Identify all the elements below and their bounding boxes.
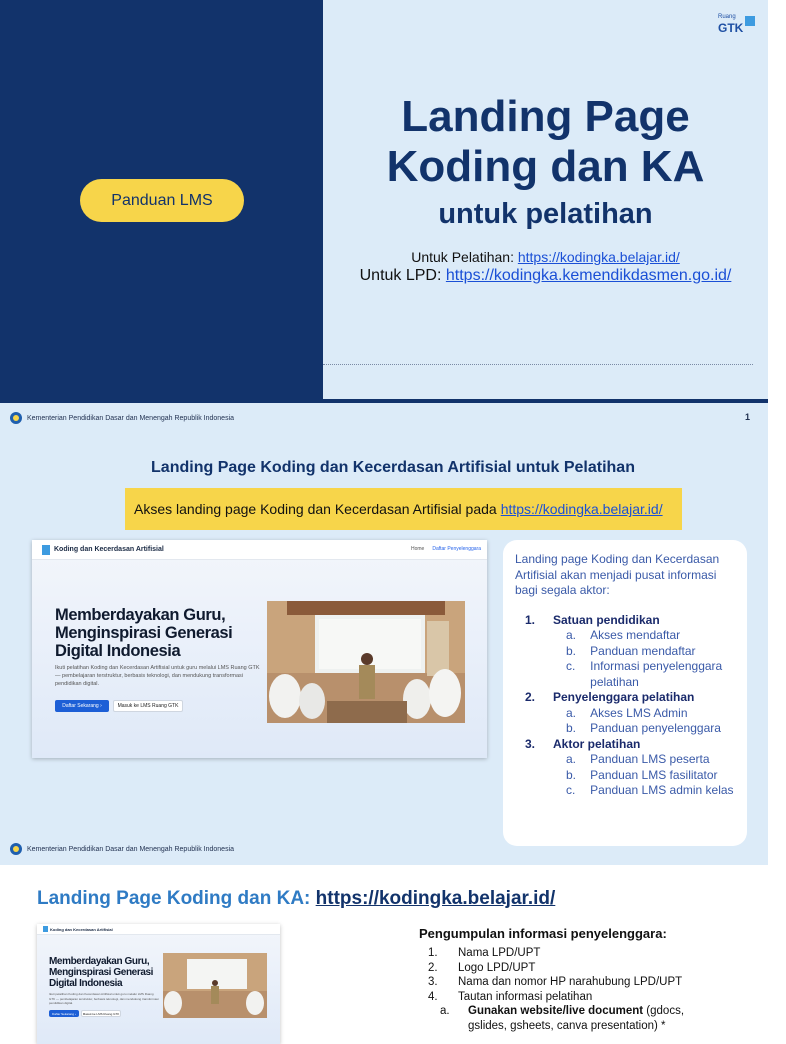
- item-text-bold: Gunakan website/live document: [468, 1005, 644, 1017]
- cover-title-line2: Koding dan KA: [386, 142, 705, 191]
- banner-text: Akses landing page Koding dan Kecerdasan Artifisial pada: [134, 501, 497, 517]
- collection-heading: Pengumpulan informasi penyelenggara:: [419, 926, 667, 941]
- list-item: Informasi penyelenggara pelatihan: [590, 659, 723, 689]
- screenshot-hero-heading: Memberdayakan Guru, Menginspirasi Generasi Digital Indonesia: [55, 606, 233, 660]
- logo-cube-icon: [745, 16, 755, 26]
- item-number: 2.: [428, 961, 438, 974]
- item-text: Tautan informasi pelatihan: [458, 990, 593, 1003]
- daftar-sekarang-button[interactable]: Daftar Sekarang ›: [55, 700, 109, 712]
- pelatihan-link[interactable]: https://kodingka.belajar.id/: [517, 249, 680, 265]
- item-letter: c.: [566, 659, 576, 673]
- masuk-lms-button[interactable]: Masuk ke LMS Ruang GTK: [113, 700, 183, 712]
- item-number: 4.: [428, 990, 438, 1003]
- list-item: Akses mendaftar: [590, 628, 681, 642]
- ruang-gtk-logo: [716, 14, 756, 38]
- kementerian-logo-icon: [10, 412, 22, 424]
- sub-list-item: [428, 1004, 708, 1033]
- cover-links: [323, 248, 768, 286]
- list-item: Panduan LMS fasilitator: [590, 767, 718, 782]
- list-item: Panduan LMS peserta: [590, 752, 710, 766]
- item-letter: c.: [566, 783, 576, 797]
- list-item: [428, 990, 708, 1005]
- slide-footer: [10, 841, 234, 857]
- item-letter: a.: [566, 628, 577, 642]
- card-intro: Landing page Koding dan Kecerdasan Artifisial akan menjadi pusat informasi bagi segala aktor:: [515, 552, 720, 597]
- cover-subtitle: untuk pelatihan: [438, 198, 653, 230]
- thumbnail-masuk-button[interactable]: Masuk ke LMS Ruang GTK: [82, 1011, 120, 1016]
- item-number: 3.: [428, 976, 438, 988]
- section-number: 2.: [525, 690, 536, 704]
- cover-slide: [0, 0, 768, 403]
- section-label: Aktor pelatihan: [553, 736, 641, 751]
- slide-title: Landing Page Koding dan Kecerdasan Artifisial untuk Pelatihan: [151, 459, 635, 476]
- slide3-title-prefix: Landing Page Koding dan KA:: [37, 888, 316, 909]
- access-banner: [125, 488, 682, 530]
- item-text: [468, 1004, 708, 1033]
- actor-section-3: [515, 737, 735, 799]
- list-item: Akses LMS Admin: [590, 705, 688, 720]
- screenshot-nav-links: [411, 546, 481, 552]
- section-label: Satuan pendidikan: [553, 612, 660, 627]
- item-letter: b.: [566, 643, 577, 658]
- item-letter: a.: [566, 705, 577, 720]
- screenshot-description: Ikuti pelatihan Koding dan Kecerdasan Artifisial untuk guru melalui LMS Ruang GTK — pembelajaran terstruktur, berbasis teknologi, dan mendukung transformasi pendidikan digital.: [55, 665, 260, 687]
- item-letter: b.: [566, 721, 577, 735]
- list-item: [428, 975, 708, 990]
- collection-list: [428, 946, 708, 1033]
- thumbnail-hero-heading: Memberdayakan Guru, Menginspirasi Generasi Digital Indonesia: [49, 956, 154, 989]
- lpd-link[interactable]: https://kodingka.kemendikdasmen.go.id/: [445, 267, 732, 284]
- item-text-rest: (gdocs, gslides, gsheets, canva presentation) *: [468, 1005, 685, 1032]
- slide-header: [10, 410, 234, 426]
- dotted-divider: [323, 364, 753, 365]
- page-number: 1: [744, 412, 750, 422]
- kementerian-name: Kementerian Pendidikan Dasar dan Menengah Republik Indonesia: [27, 845, 235, 853]
- item-letter: a.: [566, 752, 577, 766]
- thumbnail-daftar-button[interactable]: Daftar Sekarang ›: [49, 1010, 79, 1017]
- pelatihan-label: Untuk Pelatihan:: [411, 249, 518, 265]
- logo-small-text: Ruang: [718, 14, 736, 20]
- section-number: 3.: [525, 736, 536, 751]
- list-item: [428, 961, 708, 976]
- nav-home-link[interactable]: Home: [411, 546, 425, 552]
- item-text: Nama dan nomor HP narahubung LPD/UPT: [458, 976, 683, 988]
- kementerian-logo-icon: [10, 843, 22, 855]
- lpd-label: Untuk LPD:: [359, 267, 446, 284]
- cover-title-line1: Landing Page: [401, 92, 690, 141]
- thumbnail-classroom-photo: [163, 953, 267, 1018]
- actors-info-card: [503, 540, 747, 846]
- banner-link[interactable]: https://kodingka.belajar.id/: [500, 501, 663, 517]
- landing-page-thumbnail: [37, 924, 280, 1044]
- section-label: Penyelenggara pelatihan: [553, 690, 695, 704]
- panduan-lms-pill: Panduan LMS: [80, 179, 244, 222]
- kementerian-name: Kementerian Pendidikan Dasar dan Menengah Republik Indonesia: [27, 414, 235, 422]
- list-item: Panduan penyelenggara: [590, 721, 721, 735]
- section-number: 1.: [525, 612, 536, 627]
- screenshot-logo-icon: [42, 545, 50, 555]
- landing-page-screenshot: [32, 540, 487, 758]
- item-letter: b.: [566, 767, 577, 782]
- screenshot-nav-title: Koding dan Kecerdasan Artifisial: [54, 546, 164, 553]
- thumbnail-nav-title: Koding dan Kecerdasan Artifisial: [50, 927, 113, 932]
- landing-page-slide: [0, 403, 768, 865]
- thumbnail-logo-icon: [43, 926, 48, 932]
- penyelenggara-slide: [0, 868, 768, 1032]
- classroom-photo: [267, 601, 465, 723]
- item-text: Logo LPD/UPT: [458, 961, 536, 974]
- item-number: 1.: [428, 947, 438, 959]
- slide3-title-link[interactable]: https://kodingka.belajar.id/: [315, 888, 556, 909]
- screenshot-navbar: [32, 540, 487, 560]
- cover-title: [323, 92, 768, 192]
- item-letter: a.: [440, 1005, 450, 1017]
- thumbnail-description: Ikuti pelatihan Koding dan Kecerdasan Artifisial untuk guru melalui LMS Ruang GTK — pembelajaran terstruktur, berbasis teknologi, dan mendukung transformasi pendidikan digital.: [49, 992, 159, 1005]
- nav-daftar-link[interactable]: Daftar Penyelenggara: [432, 546, 481, 552]
- actor-section-1: [515, 613, 735, 691]
- list-item: [428, 946, 708, 961]
- item-text: Nama LPD/UPT: [458, 947, 541, 959]
- list-item: Panduan mendaftar: [590, 643, 696, 658]
- thumbnail-navbar: [37, 924, 280, 935]
- actor-section-2: [515, 690, 735, 737]
- logo-big-text: GTK: [718, 21, 744, 35]
- list-item: Panduan LMS admin kelas: [590, 783, 734, 797]
- slide3-title: [37, 888, 555, 910]
